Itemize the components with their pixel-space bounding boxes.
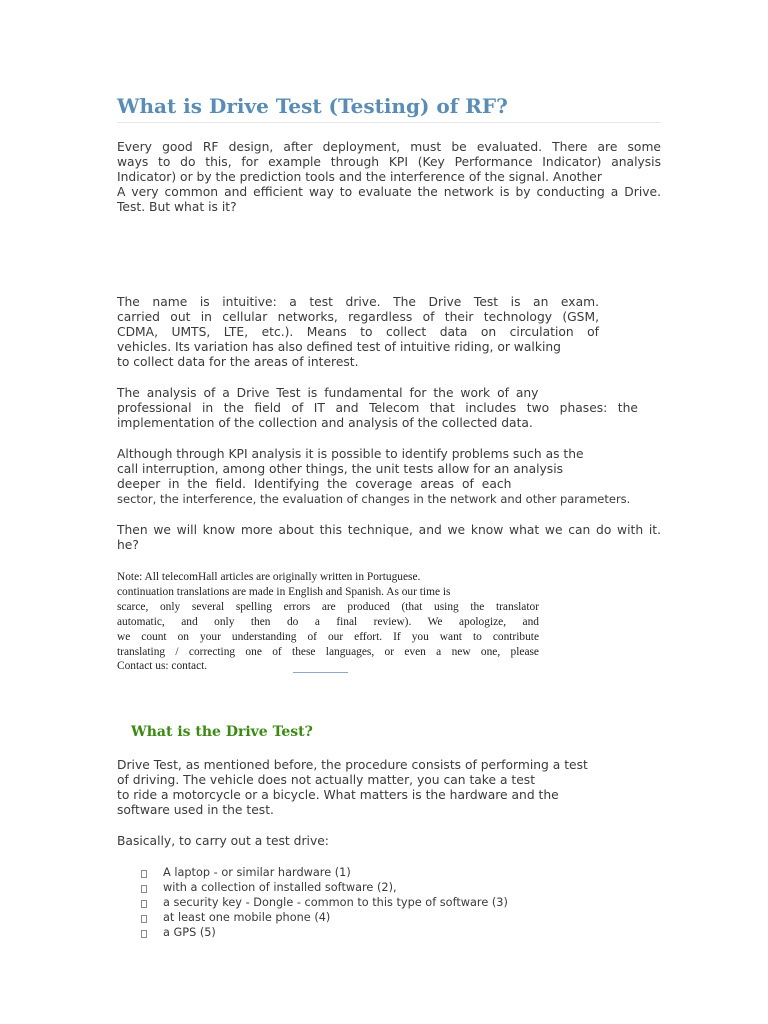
text-line: to ride a motorcycle or a bicycle. What matters is the hardware and the (117, 788, 559, 802)
note-line: scarce, only several spelling errors are produced (that using the translator (117, 600, 539, 613)
drive-paragraph (117, 758, 617, 818)
text-line: CDMA, UMTS, LTE, etc.). Means to collect data on circulation of (117, 325, 599, 339)
then-paragraph (117, 523, 661, 553)
list-item (140, 896, 508, 911)
note-line: Note: All telecomHall articles are originally written in Portuguese. (117, 571, 421, 583)
bullet-box-icon (141, 870, 147, 878)
contact-link-underline[interactable] (293, 672, 348, 673)
text-line: sector, the interference, the evaluation of changes in the network and other parameters. (117, 492, 631, 506)
bullet-box-icon (141, 885, 147, 893)
text-line: Basically, to carry out a test drive: (117, 834, 329, 848)
kpi-paragraph (117, 447, 638, 507)
text-line: Drive Test, as mentioned before, the procedure consists of performing a test (117, 758, 588, 772)
list-item (140, 926, 508, 941)
intro-paragraph (117, 140, 661, 215)
text-line: call interruption, among other things, the unit tests allow for an analysis (117, 462, 564, 476)
analysis-paragraph (117, 386, 638, 431)
text-line: Indicator) or by the prediction tools and the interference of the signal. Another (117, 170, 602, 184)
bullet-box-icon (141, 930, 147, 938)
text-line: ways to do this, for example through KPI (Key Performance Indicator) analysis (117, 155, 661, 169)
list-item-label: a security key - Dongle - common to this type of software (3) (163, 895, 508, 909)
list-item-label: a GPS (5) (163, 925, 216, 939)
list-item (140, 866, 508, 881)
text-line: of driving. The vehicle does not actually matter, you can take a test (117, 773, 536, 787)
translation-note (117, 570, 539, 674)
note-line: automatic, and only then do a final review). We apologize, and (117, 615, 539, 628)
name-paragraph (117, 295, 599, 370)
text-line: carried out in cellular networks, regardless of their technology (GSM, (117, 310, 599, 324)
text-line: to collect data for the areas of interest. (117, 355, 359, 369)
note-line: we count on your understanding of our effort. If you want to contribute (117, 630, 539, 643)
text-line: software used in the test. (117, 803, 274, 817)
text-line: deeper in the field. Identifying the coverage areas of each (117, 477, 512, 491)
text-line: The analysis of a Drive Test is fundamental for the work of any (117, 386, 539, 400)
section-heading: What is the Drive Test? (131, 724, 313, 740)
text-line: Every good RF design, after deployment, must be evaluated. There are some (117, 140, 661, 154)
title-divider (117, 122, 661, 123)
text-line: vehicles. Its variation has also defined test of intuitive riding, or walking (117, 340, 561, 354)
text-line: Although through KPI analysis it is possible to identify problems such as the (117, 447, 584, 461)
text-line: Then we will know more about this technique, and we know what we can do with it. (117, 523, 661, 537)
list-item-label: at least one mobile phone (4) (163, 910, 331, 924)
list-item-label: A laptop - or similar hardware (1) (163, 866, 351, 879)
basically-paragraph (117, 834, 617, 849)
list-item (140, 881, 508, 896)
note-line: continuation translations are made in English and Spanish. As our time is (117, 585, 451, 598)
note-line: Contact us: contact. (117, 660, 208, 673)
bullet-box-icon (141, 915, 147, 923)
list-item-label: with a collection of installed software (2), (163, 880, 397, 894)
text-line: Test. But what is it? (117, 200, 237, 214)
text-line: A very common and efficient way to evaluate the network is by conducting a Drive. (117, 185, 661, 199)
text-line: professional in the field of IT and Telecom that includes two phases: the (117, 401, 638, 415)
note-line: translating / correcting one of these languages, or even a new one, please (117, 645, 539, 658)
text-line: The name is intuitive: a test drive. The Drive Test is an exam. (117, 295, 599, 309)
text-line: he? (117, 538, 139, 552)
article-title: What is Drive Test (Testing) of RF? (117, 94, 508, 118)
list-item (140, 911, 508, 926)
text-line: implementation of the collection and analysis of the collected data. (117, 416, 533, 430)
equipment-list (140, 866, 508, 941)
bullet-box-icon (141, 900, 147, 908)
